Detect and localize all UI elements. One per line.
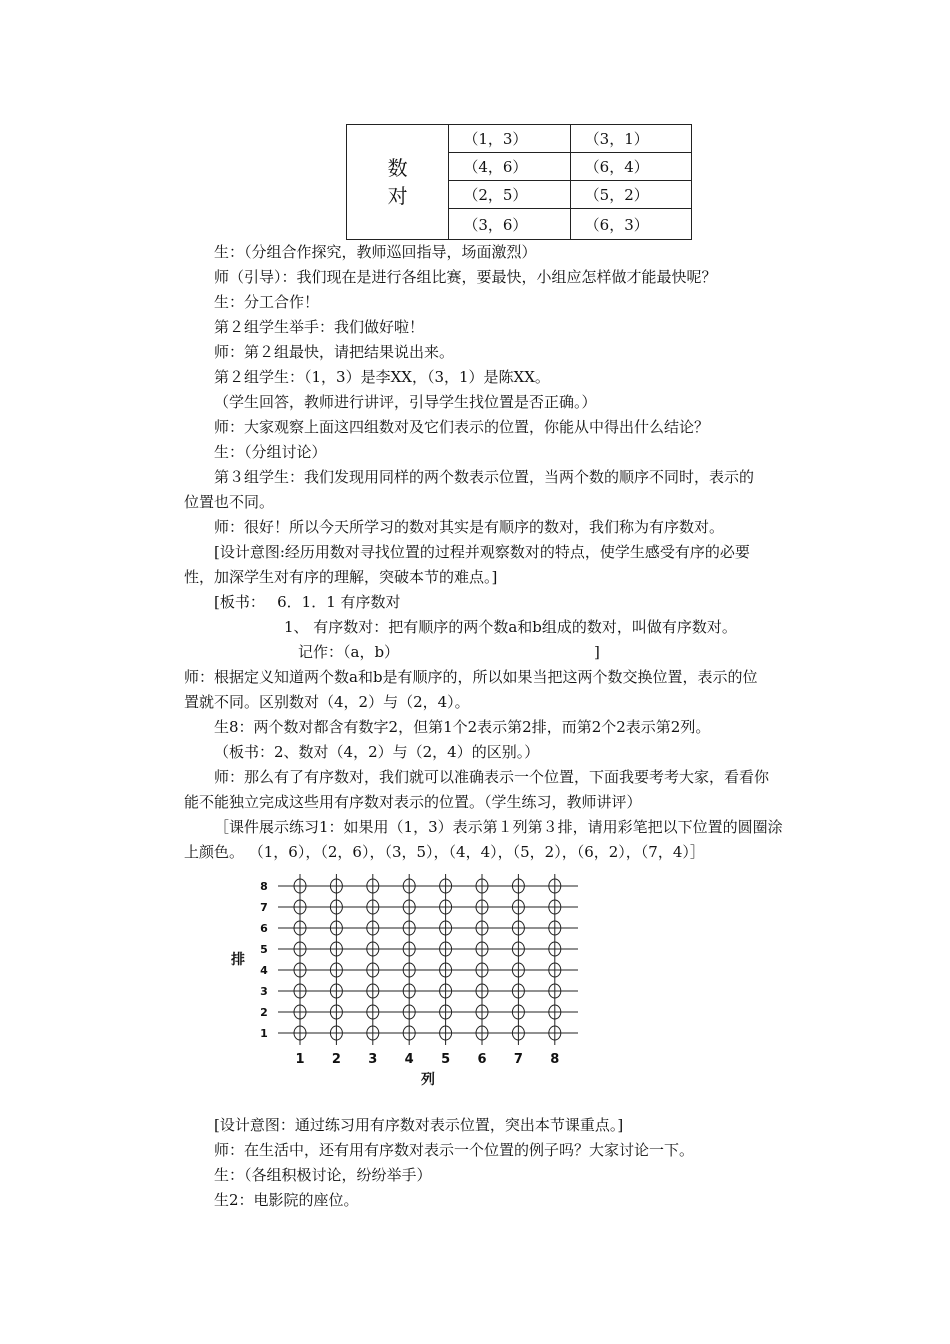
paragraph-line: 师（引导）：我们现在是进行各组比赛，要最快，小组应怎样做才能最快呢？ xyxy=(214,268,717,286)
pair-cell: （4，6） xyxy=(449,153,570,181)
x-tick-label: 5 xyxy=(441,1052,451,1067)
notation-line: 记作：（a，b） xyxy=(298,643,400,661)
pair-cell: （3，6） xyxy=(449,209,570,240)
pair-cell: （6，4） xyxy=(570,153,691,181)
paragraph-line: 师：在生活中，还有用有序数对表示一个位置的例子吗？大家讨论一下。 xyxy=(214,1141,695,1159)
pair-cell: （5，2） xyxy=(570,181,691,209)
paragraph-line: 生：（各组积极讨论，纷纷举手） xyxy=(214,1166,432,1184)
y-tick-label: 2 xyxy=(260,1006,268,1019)
paragraph-line: 性，加深学生对有序的理解，突破本节的难点。] xyxy=(184,568,498,586)
x-tick-label: 3 xyxy=(368,1052,378,1067)
grid-svg xyxy=(222,866,592,1096)
paragraph-line: 师：那么有了有序数对，我们就可以准确表示一个位置，下面我要考考大家，看看你 xyxy=(214,768,770,786)
paragraph-line: （学生回答，教师进行讲评，引导学生找位置是否正确。） xyxy=(214,393,597,411)
x-tick-label: 7 xyxy=(513,1052,523,1067)
y-tick-label: 7 xyxy=(260,901,268,914)
paragraph-line: 师：很好！所以今天所学习的数对其实是有顺序的数对，我们称为有序数对。 xyxy=(214,518,725,536)
pair-cell: （1，3） xyxy=(449,125,570,153)
paragraph-line: [设计意图:经历用数对寻找位置的过程并观察数对的特点，使学生感受有序的必要 xyxy=(214,543,750,561)
blackboard-heading: [板书： 6．1．1 有序数对 xyxy=(214,593,401,611)
definition-line: 1、 有序数对：把有顺序的两个数a和b组成的数对，叫做有序数对。 xyxy=(284,618,737,636)
paragraph-line: 师：大家观察上面这四组数对及它们表示的位置，你能从中得出什么结论？ xyxy=(214,418,710,436)
paragraph-line: 师：根据定义知道两个数a和b是有顺序的，所以如果当把这两个数交换位置，表示的位 xyxy=(184,668,758,686)
x-tick-label: 6 xyxy=(477,1052,487,1067)
y-tick-label: 8 xyxy=(260,880,268,893)
paragraph-line: 生：分工合作！ xyxy=(214,293,320,311)
paragraph-line: 第２组学生举手：我们做好啦！ xyxy=(214,318,425,336)
paragraph-line: 生：（分组合作探究，教师巡回指导，场面激烈） xyxy=(214,243,537,261)
y-axis-label: 排 xyxy=(231,952,245,968)
table-header-cell xyxy=(347,125,449,240)
x-tick-label: 4 xyxy=(404,1052,414,1067)
paragraph-line: （板书：2、数对（4，2）与（2，4）的区别。） xyxy=(214,743,540,761)
paragraph-line: 师：第２组最快，请把结果说出来。 xyxy=(214,343,455,361)
ordered-pair-table xyxy=(346,124,692,240)
paragraph-line: 生：（分组讨论） xyxy=(214,443,327,461)
y-tick-label: 4 xyxy=(260,964,268,977)
paragraph-line: 置就不同。区别数对（4，2）与（2，4）。 xyxy=(184,693,470,711)
x-axis-label: 列 xyxy=(421,1072,435,1088)
paragraph-line: 能不能独立完成这些用有序数对表示的位置。（学生练习，教师讲评） xyxy=(184,793,642,811)
y-tick-label: 3 xyxy=(260,985,268,998)
bracket-close: ] xyxy=(594,643,600,661)
x-tick-label: 8 xyxy=(550,1052,560,1067)
position-grid-chart xyxy=(222,866,592,1096)
paragraph-line: ［课件展示练习1：如果用（1，3）表示第１列第３排，请用彩笔把以下位置的圆圈涂 xyxy=(214,818,783,836)
x-tick-label: 2 xyxy=(331,1052,341,1067)
pair-cell: （3，1） xyxy=(570,125,691,153)
paragraph-line: 第２组学生：（1，3）是李XX，（3，1）是陈XX。 xyxy=(214,368,550,386)
pair-cell: （6，3） xyxy=(570,209,691,240)
paragraph-line: 生8：两个数对都含有数字2，但第1个2表示第2排，而第2个2表示第2列。 xyxy=(214,718,711,736)
paragraph-line: 位置也不同。 xyxy=(184,493,275,511)
paragraph-line: 生2：电影院的座位。 xyxy=(214,1191,359,1209)
paragraph-line: 上颜色。 （1，6），（2，6），（3，5），（4，4），（5，2），（6，2），（7，4）］ xyxy=(184,843,705,861)
table-header-text: 数 对 xyxy=(387,156,408,208)
x-tick-label: 1 xyxy=(295,1052,305,1067)
y-tick-label: 6 xyxy=(260,922,268,935)
paragraph-line: 第３组学生：我们发现用同样的两个数表示位置，当两个数的顺序不同时，表示的 xyxy=(214,468,755,486)
pair-cell: （2，5） xyxy=(449,181,570,209)
paragraph-line: [设计意图：通过练习用有序数对表示位置，突出本节课重点。] xyxy=(214,1116,624,1134)
y-tick-label: 5 xyxy=(260,943,268,956)
y-tick-label: 1 xyxy=(260,1027,268,1040)
